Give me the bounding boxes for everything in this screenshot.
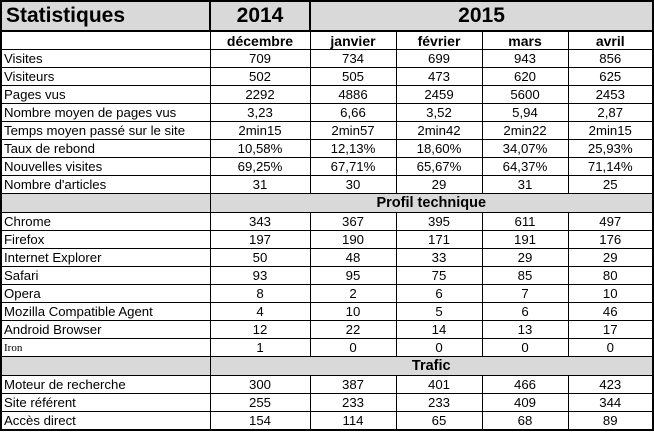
table-cell: 65,67% [396,158,482,176]
table-row [1,86,653,104]
table-row [1,122,653,140]
table-cell: 620 [482,68,568,86]
month-header-december: décembre [210,31,310,50]
table-cell: 171 [396,231,482,249]
row-label: Android Browser [1,321,210,339]
table-cell: 25 [568,176,653,194]
table-cell: 2453 [568,86,653,104]
table-cell: 30 [310,176,396,194]
section-title: Trafic [210,357,653,376]
table-cell: 943 [482,50,568,68]
table-cell: 12,13% [310,140,396,158]
table-cell: 409 [482,394,568,412]
table-title: Statistiques [1,1,210,31]
row-label: Nouvelles visites [1,158,210,176]
year-2015-header: 2015 [310,1,653,31]
table-cell: 18,60% [396,140,482,158]
table-cell: 80 [568,267,653,285]
table-cell: 423 [568,376,653,394]
row-label: Visites [1,50,210,68]
table-cell: 95 [310,267,396,285]
table-cell: 29 [396,176,482,194]
table-cell: 6 [482,303,568,321]
table-cell: 0 [568,339,653,357]
month-header-blank [1,31,210,50]
table-cell: 0 [482,339,568,357]
table-row [1,249,653,267]
year-header-row [1,1,653,31]
year-2014-header: 2014 [210,1,310,31]
table-cell: 10,58% [210,140,310,158]
table-cell: 48 [310,249,396,267]
month-header-row [1,31,653,50]
table-cell: 734 [310,50,396,68]
table-cell: 7 [482,285,568,303]
table-cell: 75 [396,267,482,285]
table-cell: 367 [310,213,396,231]
section-header-blank [1,357,210,376]
table-cell: 709 [210,50,310,68]
row-label: Pages vus [1,86,210,104]
table-cell: 5,94 [482,104,568,122]
section-header-row [1,357,653,376]
table-cell: 6,66 [310,104,396,122]
table-cell: 29 [482,249,568,267]
table-cell: 4 [210,303,310,321]
table-cell: 395 [396,213,482,231]
row-label: Nombre d'articles [1,176,210,194]
row-label: Opera [1,285,210,303]
table-body [1,50,653,431]
table-cell: 2292 [210,86,310,104]
table-cell: 64,37% [482,158,568,176]
row-label: Site référent [1,394,210,412]
table-row [1,339,653,357]
section-header-blank [1,194,210,213]
row-label: Temps moyen passé sur le site [1,122,210,140]
table-row [1,267,653,285]
table-cell: 233 [310,394,396,412]
table-cell: 300 [210,376,310,394]
table-cell: 25,93% [568,140,653,158]
table-cell: 10 [568,285,653,303]
table-row [1,412,653,431]
table-cell: 611 [482,213,568,231]
table-cell: 190 [310,231,396,249]
table-cell: 625 [568,68,653,86]
table-cell: 31 [482,176,568,194]
table-row [1,104,653,122]
table-cell: 29 [568,249,653,267]
table-cell: 65 [396,412,482,431]
table-cell: 2min22 [482,122,568,140]
table-cell: 17 [568,321,653,339]
table-row [1,231,653,249]
table-cell: 89 [568,412,653,431]
table-cell: 2,87 [568,104,653,122]
table-cell: 6 [396,285,482,303]
table-cell: 13 [482,321,568,339]
table-cell: 401 [396,376,482,394]
table-cell: 85 [482,267,568,285]
table-row [1,50,653,68]
month-header-april: avril [568,31,653,50]
row-label: Chrome [1,213,210,231]
row-label: Internet Explorer [1,249,210,267]
table-cell: 1 [210,339,310,357]
table-cell: 2min42 [396,122,482,140]
table-cell: 699 [396,50,482,68]
row-label: Accès direct [1,412,210,431]
table-cell: 8 [210,285,310,303]
table-cell: 3,23 [210,104,310,122]
table-cell: 14 [396,321,482,339]
month-header-february: février [396,31,482,50]
table-row [1,303,653,321]
table-cell: 5600 [482,86,568,104]
table-cell: 46 [568,303,653,321]
table-cell: 197 [210,231,310,249]
row-label: Iron [1,339,210,357]
table-cell: 0 [396,339,482,357]
table-cell: 2 [310,285,396,303]
table-cell: 343 [210,213,310,231]
table-cell: 71,14% [568,158,653,176]
row-label: Taux de rebond [1,140,210,158]
table-cell: 67,71% [310,158,396,176]
table-cell: 5 [396,303,482,321]
table-cell: 154 [210,412,310,431]
table-cell: 33 [396,249,482,267]
table-cell: 2min57 [310,122,396,140]
table-cell: 114 [310,412,396,431]
table-cell: 3,52 [396,104,482,122]
table-cell: 50 [210,249,310,267]
table-cell: 93 [210,267,310,285]
table-cell: 191 [482,231,568,249]
table-row [1,213,653,231]
table-cell: 2459 [396,86,482,104]
row-label: Mozilla Compatible Agent [1,303,210,321]
table-cell: 502 [210,68,310,86]
table-cell: 233 [396,394,482,412]
table-cell: 68 [482,412,568,431]
table-row [1,158,653,176]
table-cell: 2min15 [210,122,310,140]
table-cell: 497 [568,213,653,231]
table-cell: 69,25% [210,158,310,176]
table-cell: 473 [396,68,482,86]
table-cell: 2min15 [568,122,653,140]
table-cell: 505 [310,68,396,86]
table-cell: 34,07% [482,140,568,158]
table-cell: 4886 [310,86,396,104]
section-title: Profil technique [210,194,653,213]
table-cell: 31 [210,176,310,194]
table-row [1,285,653,303]
row-label: Visiteurs [1,68,210,86]
table-cell: 22 [310,321,396,339]
row-label: Firefox [1,231,210,249]
table-row [1,321,653,339]
table-row [1,394,653,412]
table-cell: 466 [482,376,568,394]
section-header-row [1,194,653,213]
table-cell: 255 [210,394,310,412]
table-row [1,140,653,158]
table-cell: 12 [210,321,310,339]
table-row [1,376,653,394]
table-cell: 0 [310,339,396,357]
table-row [1,176,653,194]
table-row [1,68,653,86]
month-header-march: mars [482,31,568,50]
table-cell: 176 [568,231,653,249]
table-cell: 10 [310,303,396,321]
row-label: Nombre moyen de pages vus [1,104,210,122]
table-cell: 856 [568,50,653,68]
row-label: Safari [1,267,210,285]
row-label: Moteur de recherche [1,376,210,394]
table-cell: 344 [568,394,653,412]
table-cell: 387 [310,376,396,394]
month-header-january: janvier [310,31,396,50]
